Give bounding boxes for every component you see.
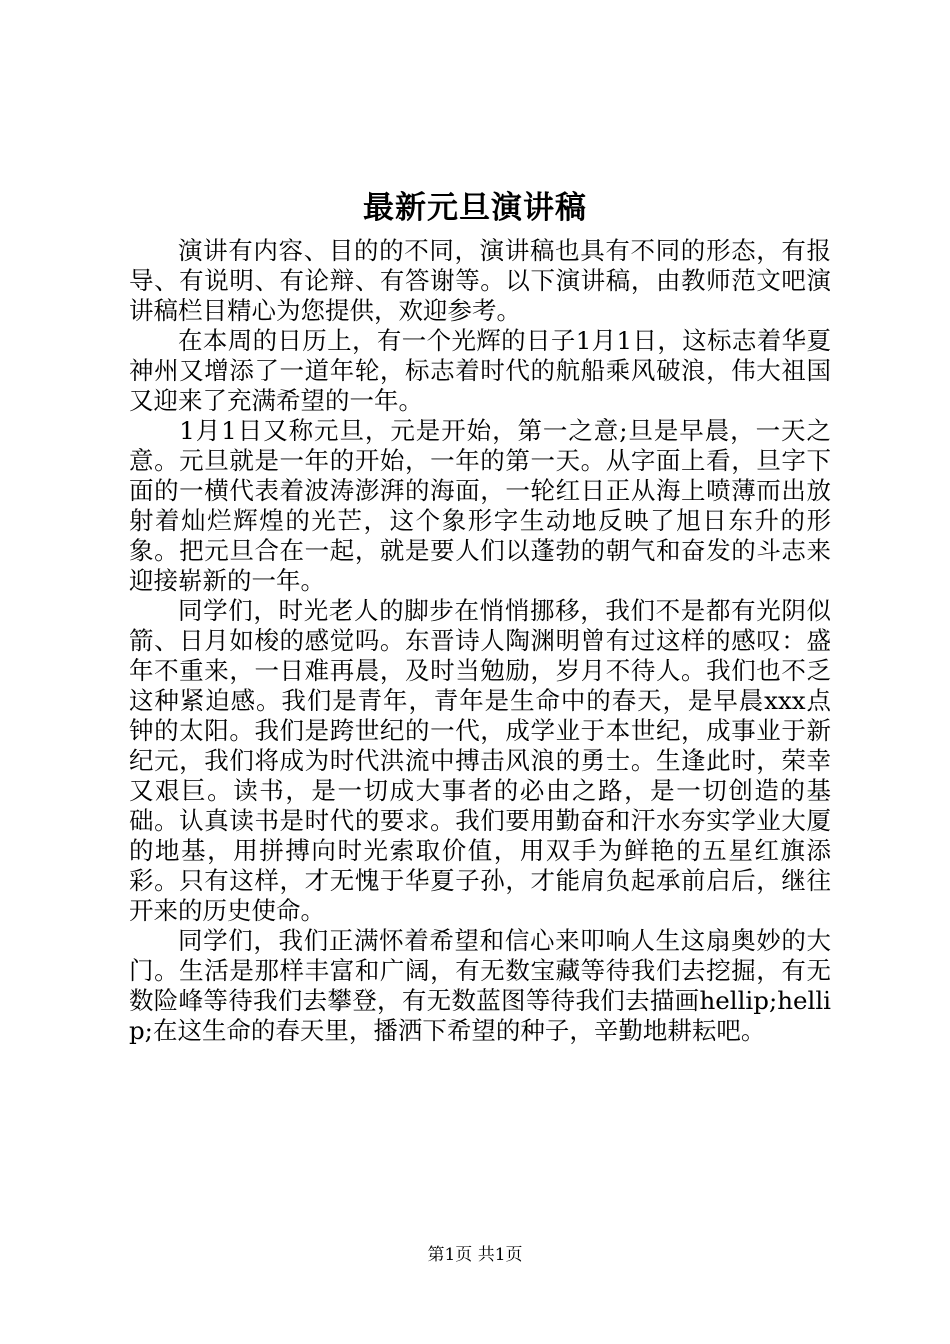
document-body bbox=[129, 236, 831, 1046]
document-title: 最新元旦演讲稿 bbox=[363, 190, 587, 226]
paragraph-yuandan-meaning: 1月1日又称元旦，元是开始，第一之意;旦是早晨，一天之意。元旦就是一年的开始，一年的第一天。从字面上看，旦字下面的一横代表着波涛澎湃的海面，一轮红日正从海上喷薄而出放射着灿烂辉煌的光芒，这个象形字生动地反映了旭日东升的形象。把元旦合在一起，就是要人们以蓬勃的朝气和奋发的斗志来迎接崭新的一年。 bbox=[129, 416, 831, 595]
paragraph-intro: 演讲有内容、目的的不同，演讲稿也具有不同的形态，有报导、有说明、有论辩、有答谢等。以下演讲稿，由教师范文吧演讲稿栏目精心为您提供，欢迎参考。 bbox=[129, 236, 831, 325]
paragraph-hope: 同学们，我们正满怀着希望和信心来叩响人生这扇奥妙的大门。生活是那样丰富和广阔，有无数宝藏等待我们去挖掘，有无数险峰等待我们去攀登，有无数蓝图等待我们去描画hellip;hellip;在这生命的春天里，播洒下希望的种子，辛勤地耕耘吧。 bbox=[129, 926, 831, 1045]
paragraph-time-passing: 同学们，时光老人的脚步在悄悄挪移，我们不是都有光阴似箭、日月如梭的感觉吗。东晋诗人陶渊明曾有过这样的感叹：盛年不重来，一日难再晨，及时当勉励，岁月不待人。我们也不乏这种紧迫感。我们是青年，青年是生命中的春天，是早晨xxx点钟的太阳。我们是跨世纪的一代，成学业于本世纪，成事业于新纪元，我们将成为时代洪流中搏击风浪的勇士。生逢此时，荣幸又艰巨。读书，是一切成大事者的必由之路，是一切创造的基础。认真读书是时代的要求。我们要用勤奋和汗水夯实学业大厦的地基，用拼搏向时光索取价值，用双手为鲜艳的五星红旗添彩。只有这样，才无愧于华夏子孙，才能肩负起承前启后，继往开来的历史使命。 bbox=[129, 596, 831, 925]
paragraph-new-year-day: 在本周的日历上，有一个光辉的日子1月1日，这标志着华夏神州又增添了一道年轮，标志着时代的航船乘风破浪，伟大祖国又迎来了充满希望的一年。 bbox=[129, 326, 831, 415]
page-number-footer: 第1页 共1页 bbox=[427, 1245, 523, 1265]
